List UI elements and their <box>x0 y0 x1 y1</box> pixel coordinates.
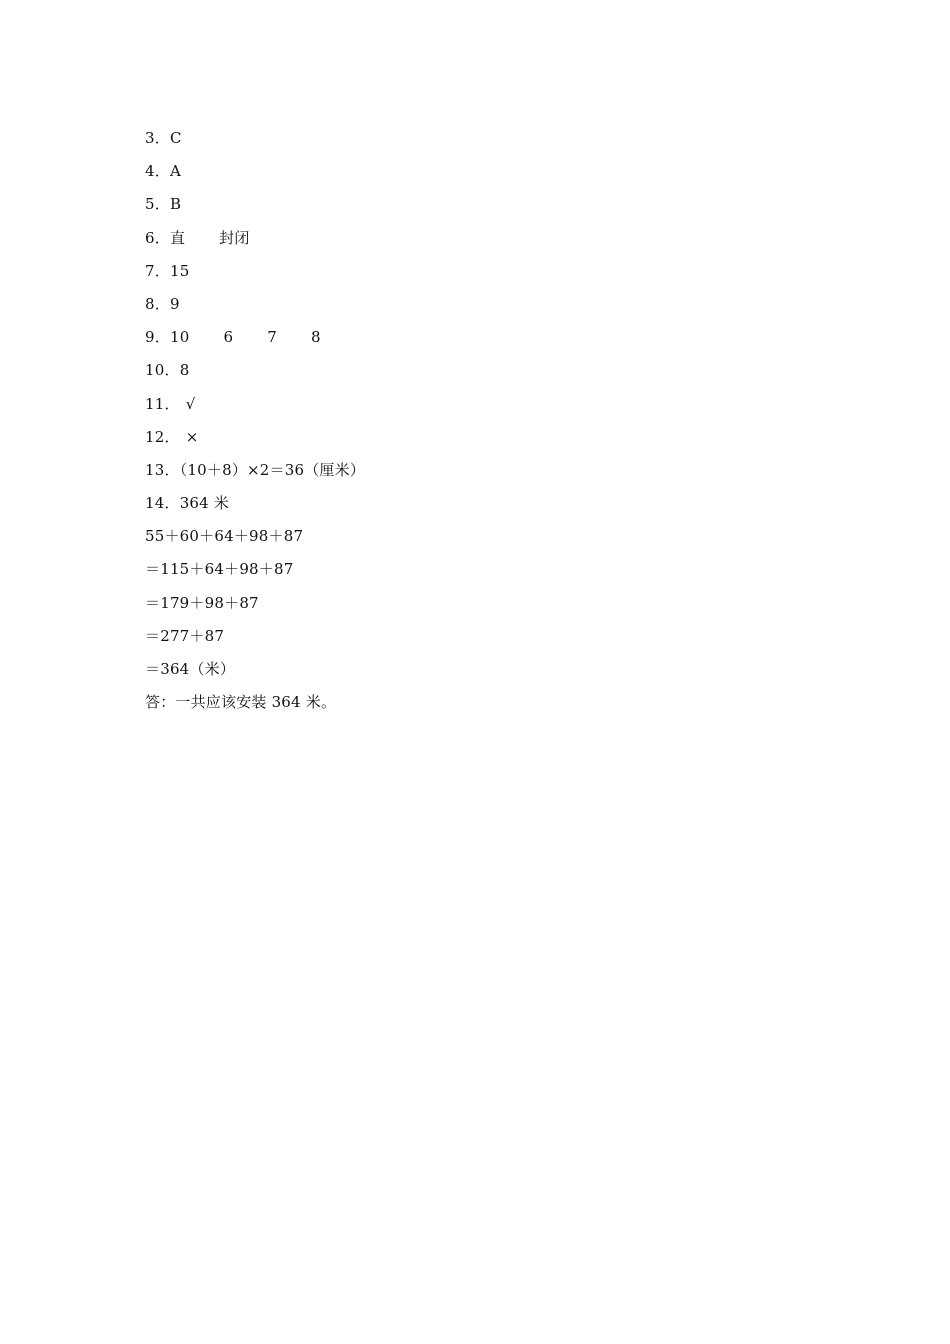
answer-list <box>145 124 845 721</box>
calculation-step: ＝179＋98＋87 <box>145 593 259 612</box>
answer-number: 14． <box>145 494 180 513</box>
answer-text: A <box>169 162 181 181</box>
answer-13 <box>145 456 845 489</box>
answer-12 <box>145 423 845 456</box>
answer-part: 直 <box>169 228 186 247</box>
answer-9 <box>145 323 845 356</box>
answer-number: 10． <box>145 361 180 380</box>
answer-number: 7． <box>145 261 170 280</box>
answer-14 <box>145 489 845 522</box>
cross-mark: × <box>185 427 199 446</box>
check-mark: √ <box>185 394 196 413</box>
calculation-step: ＝277＋87 <box>145 626 225 645</box>
answer-7 <box>145 257 845 290</box>
answer-6 <box>145 224 845 257</box>
answer-8 <box>145 290 845 323</box>
answer-number: 6． <box>145 228 170 247</box>
answer-part: 7 <box>267 328 277 347</box>
answer-part: 封闭 <box>219 228 250 247</box>
answer-part: 8 <box>310 328 321 347</box>
calculation-step: ＝364（米） <box>145 660 236 678</box>
answer-text: 15 <box>169 261 190 280</box>
answer-text: 9 <box>169 294 180 313</box>
answer-part: 10 <box>169 328 190 347</box>
answer-number: 12． <box>145 427 180 446</box>
answer-number: 13． <box>145 460 180 479</box>
answer-number: 5． <box>145 195 170 214</box>
answer-number: 9． <box>145 328 170 347</box>
calculation-step: 55＋60＋64＋98＋87 <box>145 527 304 546</box>
answer-number: 4． <box>145 162 170 181</box>
answer-text: B <box>169 195 182 214</box>
calculation-step: ＝115＋64＋98＋87 <box>145 560 294 579</box>
answer-11 <box>145 390 845 423</box>
answer-text: C <box>169 129 182 147</box>
answer-text: 364 米 <box>179 494 230 513</box>
answer-number: 11． <box>145 394 180 413</box>
answer-part: 6 <box>223 328 234 347</box>
answer-number: 3． <box>145 129 170 147</box>
answer-10 <box>145 356 845 389</box>
conclusion-text: 答：一共应该安装 364 米。 <box>145 693 337 712</box>
answer-text: （10＋8）×2＝36（厘米） <box>179 460 366 479</box>
answer-3 <box>145 124 845 157</box>
answer-text: 8 <box>179 361 190 380</box>
answer-4 <box>145 157 845 190</box>
answer-number: 8． <box>145 294 170 313</box>
answer-5 <box>145 190 845 223</box>
